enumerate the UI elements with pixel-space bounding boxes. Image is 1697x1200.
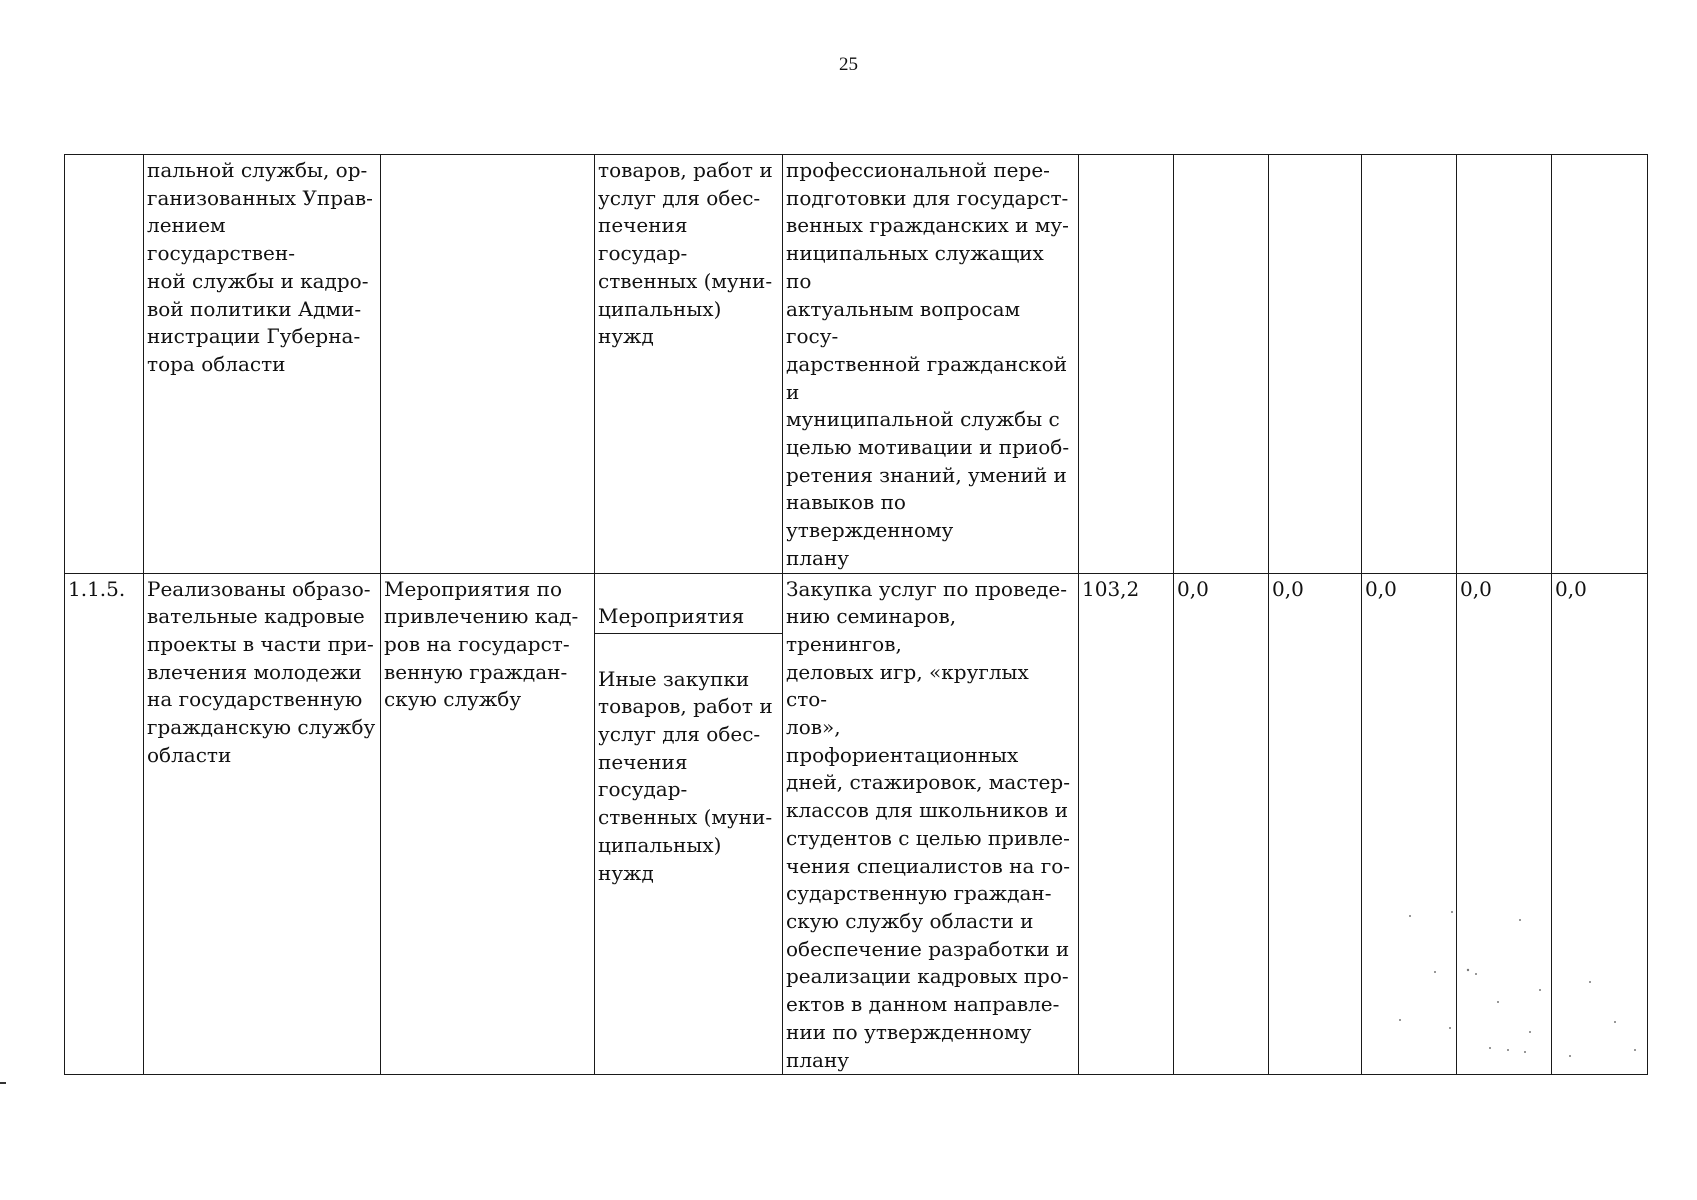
expense-type-header: Мероприятия: [595, 603, 782, 634]
value-cell: [1174, 155, 1269, 574]
value-cell: 0,0: [1269, 573, 1362, 1075]
value-cell: [1552, 155, 1648, 574]
description-cell: профессиональной пере- подготовки для государст- венных гражданских и му- ниципальных служащих по актуальным вопросам госу- дарственной гражданской и муниципальной службы с целью мотивации и приоб- ретения знаний, умений и навыков по утвержденному плану: [783, 155, 1079, 574]
result-cell: пальной службы, ор- ганизованных Управ- лением государствен- ной службы и кадро- вой политики Адми- нистрации Губерна- тора области: [144, 155, 381, 574]
value-cell: [1079, 155, 1174, 574]
event-cell: Мероприятия по привлечению кад- ров на государст- венную граждан- скую службу: [381, 573, 595, 1075]
expense-type-text: товаров, работ и услуг для обес- печения государ- ственных (муни- ципальных) нужд: [598, 158, 773, 349]
row-number-cell: [65, 155, 144, 574]
expense-type-cell: [595, 573, 783, 1075]
page-number: 25: [839, 54, 858, 75]
expense-type-cell: [595, 155, 783, 574]
value-cell: [1457, 155, 1552, 574]
table-row: [65, 573, 1648, 1075]
value-cell: 0,0: [1552, 573, 1648, 1075]
value-cell: [1362, 155, 1457, 574]
result-cell: Реализованы образо- вательные кадровые проекты в части при- влечения молодежи на государственную гражданскую службу области: [144, 573, 381, 1075]
value-cell: 103,2: [1079, 573, 1174, 1075]
value-cell: 0,0: [1362, 573, 1457, 1075]
table-row: [65, 155, 1648, 574]
value-cell: 0,0: [1457, 573, 1552, 1075]
program-activities-table: [64, 154, 1648, 1075]
row-number-cell: 1.1.5.: [65, 573, 144, 1075]
value-cell: [1269, 155, 1362, 574]
value-cell: 0,0: [1174, 573, 1269, 1075]
expense-type-text: Иные закупки товаров, работ и услуг для обес- печения государ- ственных (муни- ципальных) нужд: [598, 666, 773, 885]
scan-edge-mark: [0, 1082, 6, 1084]
description-cell: Закупка услуг по проведе- нию семинаров, тренингов, деловых игр, «круглых сто- лов», профориентационных дней, стажировок, мастер- классов для школьников и студентов с целью привле- чения специалистов на го- сударственную граждан- скую службу области и обеспечение разработки и реализации кадровых про- ектов в данном направле- нии по утвержденному плану: [783, 573, 1079, 1075]
event-cell: [381, 155, 595, 574]
